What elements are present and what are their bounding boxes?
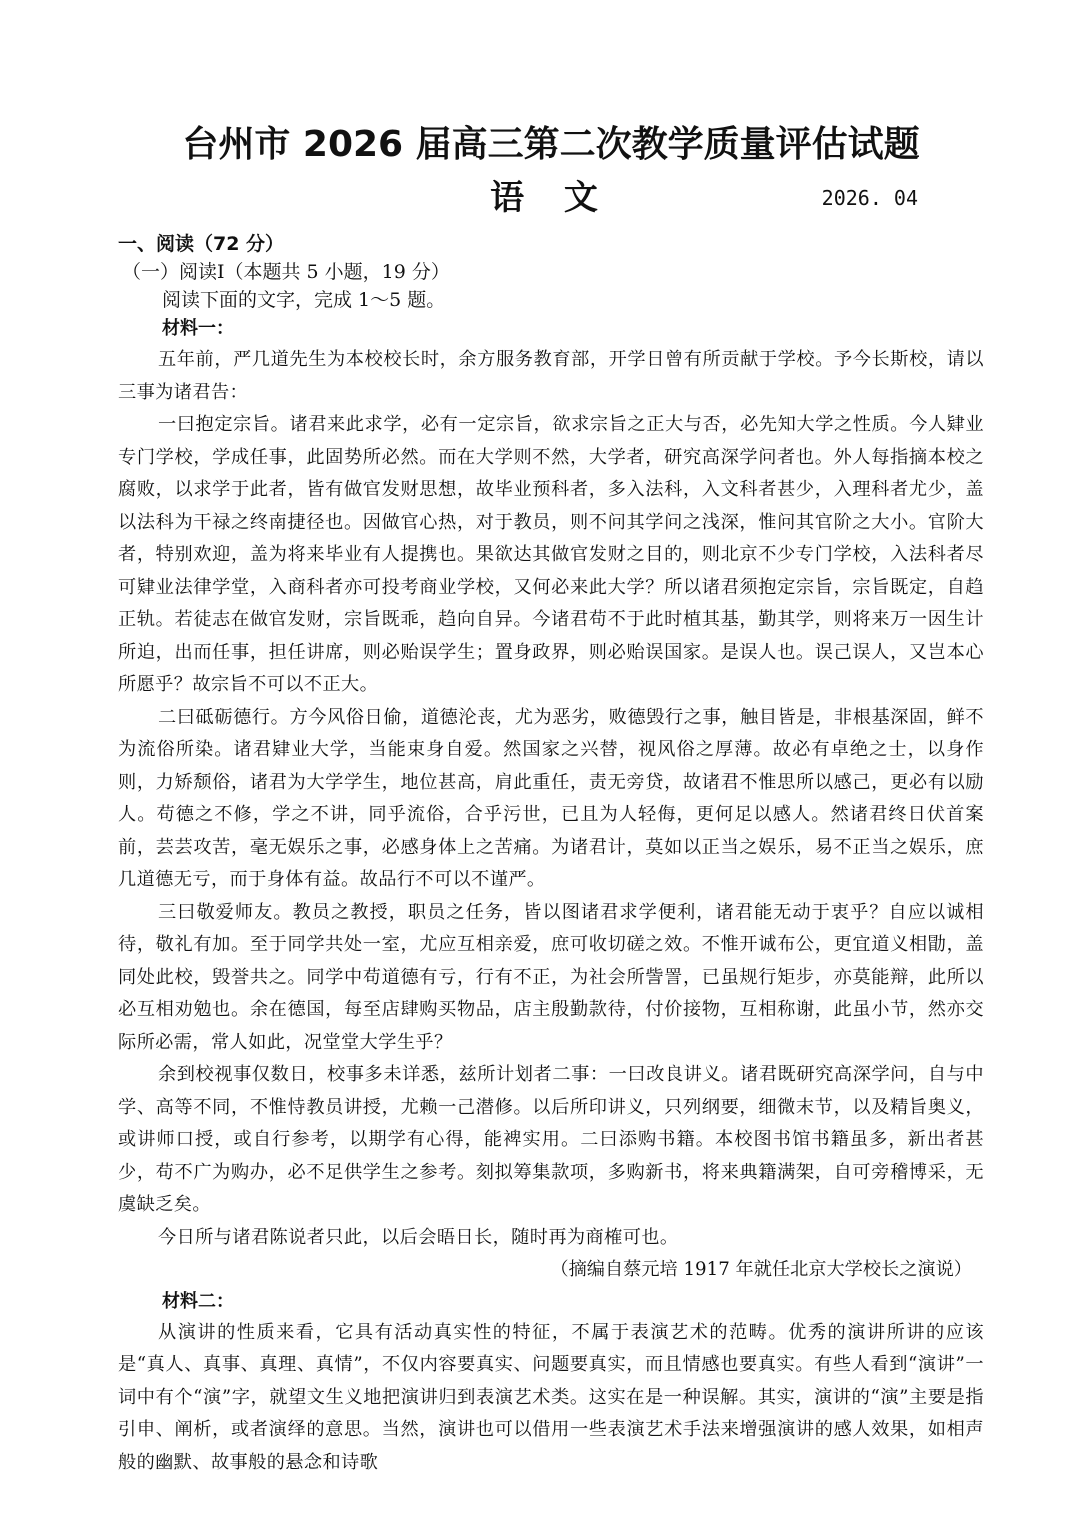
exam-title: 台州市 2026 届高三第二次教学质量评估试题: [182, 124, 920, 165]
material1-paragraph: 二曰砥砺德行。方今风俗日偷，道德沦丧，尤为恶劣，败德毁行之事，触目皆是，非根基深固，鲜不为流俗所染。诸君肄业大学，当能束身自爱。然国家之兴替，视风俗之厚薄。故必有卓绝之士，以身作则，力矫颓俗，诸君为大学学生，地位甚高，肩此重任，责无旁贷，故诸君不惟思所以感己，更必有以励人。苟德之不修，学之不讲，同乎流俗，合乎污世，已且为人轻侮，更何足以感人。然诸君终日伏首案前，芸芸攻苦，毫无娱乐之事，必感身体上之苦痛。为诸君计，莫如以正当之娱乐，易不正当之娱乐，庶几道德无亏，而于身体有益。故品行不可以不谨严。: [118, 706, 984, 890]
exam-date: 2026. 04: [821, 186, 918, 210]
material1-source: （摘编自蔡元培 1917 年就任北京大学校长之演说）: [550, 1259, 972, 1280]
material1-paragraph: 余到校视事仅数日，校事多未详悉，兹所计划者二事：一曰改良讲义。诸君既研究高深学问，自与中学、高等不同，不惟恃教员讲授，尤赖一己潜修。以后所印讲义，只列纲要，细微末节，以及精旨奥义，或讲师口授，或自行参考，以期学有心得，能裨实用。二曰添购书籍。本校图书馆书籍虽多，新出者甚少，苟不广为购办，必不足供学生之参考。刻拟筹集款项，多购新书，将来典籍满架，自可旁稽博采，无虞缺乏矣。: [118, 1064, 984, 1215]
subject-label: 语 文: [490, 178, 612, 218]
material2-paragraph: 从演讲的性质来看，它具有活动真实性的特征，不属于表演艺术的范畴。优秀的演讲所讲的应该是“真人、真事、真理、真情”，不仅内容要真实、问题要真实，而且情感也要真实。有些人看到“演讲”一词中有个“演”字，就望文生义地把演讲归到表演艺术类。这实在是一种误解。其实，演讲的“演”主要是指引申、阐析，或者演绎的意思。当然，演讲也可以借用一些表演艺术手法来增强演讲的感人效果，如相声般的幽默、故事般的悬念和诗歌: [118, 1321, 984, 1473]
instruction-text: 阅读下面的文字，完成 1～5 题。: [162, 289, 446, 311]
material1-paragraph: 今日所与诸君陈说者只此，以后会晤日长，随时再为商榷可也。: [158, 1226, 679, 1248]
exam-page: [118, 120, 984, 1479]
section-heading: 一、阅读（72 分）: [118, 233, 285, 255]
subsection-heading: （一）阅读Ⅰ（本题共 5 小题，19 分）: [122, 261, 450, 283]
material1-label: 材料一：: [162, 318, 234, 339]
material2-label: 材料二：: [162, 1290, 234, 1312]
material1-paragraph: 五年前，严几道先生为本校校长时，余方服务教育部，开学日曾有所贡献于学校。予今长斯校，请以三事为诸君告：: [118, 349, 984, 403]
subject-row: [118, 170, 984, 226]
material1-paragraph: 三曰敬爱师友。教员之教授，职员之任务，皆以图诸君求学便利，诸君能无动于衷乎？自应以诚相待，敬礼有加。至于同学共处一室，尤应互相亲爱，庶可收切磋之效。不惟开诚布公，更宜道义相勖，盖同处此校，毁誉共之。同学中苟道德有亏，行有不正，为社会所訾詈，已虽规行矩步，亦莫能辩，此所以必互相劝勉也。余在德国，每至店肆购买物品，店主殷勤款待，付价接物，互相称谢，此虽小节，然亦交际所必需，常人如此，况堂堂大学生乎？: [118, 901, 984, 1053]
material1-paragraph: 一曰抱定宗旨。诸君来此求学，必有一定宗旨，欲求宗旨之正大与否，必先知大学之性质。今人肄业专门学校，学成任事，此固势所必然。而在大学则不然，大学者，研究高深学问者也。外人每指摘本校之腐败，以求学于此者，皆有做官发财思想，故毕业预科者，多入法科，入文科者甚少，入理科者尤少，盖以法科为干禄之终南捷径也。因做官心热，对于教员，则不问其学问之浅深，惟问其官阶之大小。官阶大者，特别欢迎，盖为将来毕业有人提携也。果欲达其做官发财之目的，则北京不少专门学校，入法科者尽可肄业法律学堂，入商科者亦可投考商业学校，又何必来此大学？所以诸君须抱定宗旨，宗旨既定，自趋正轨。若徒志在做官发财，宗旨既乖，趋向自异。今诸君苟不于此时植其基，勤其学，则将来万一因生计所迫，出而任事，担任讲席，则必贻误学生；置身政界，则必贻误国家。是误人也。误己误人，又岂本心所愿乎？故宗旨不可以不正大。: [118, 414, 984, 695]
